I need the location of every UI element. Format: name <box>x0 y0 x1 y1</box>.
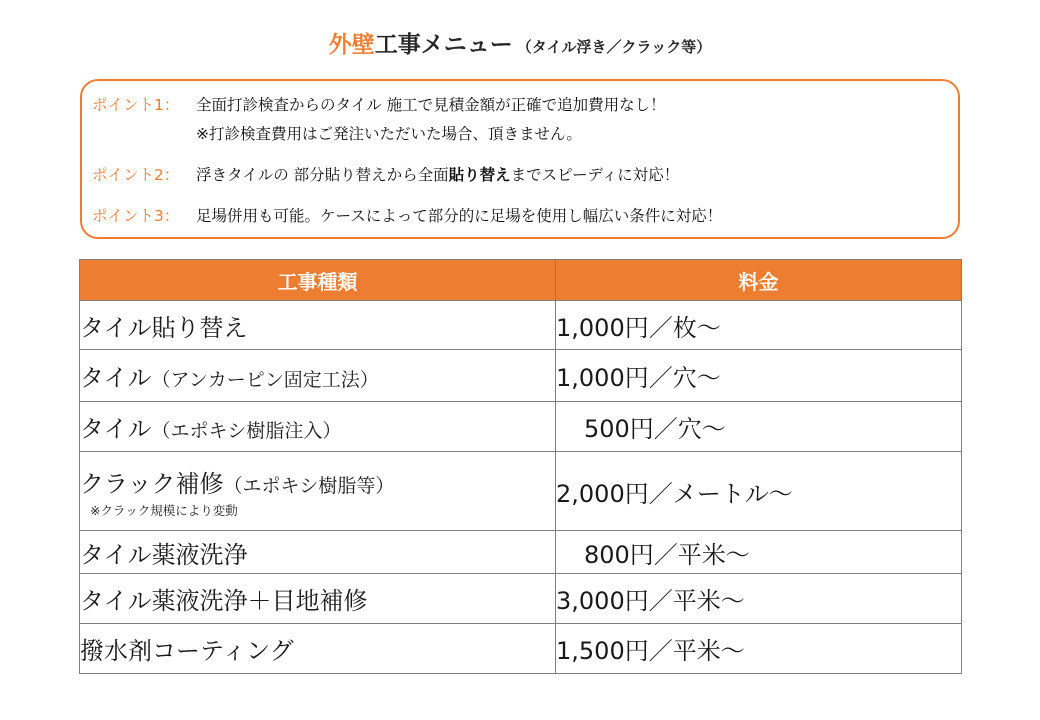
point-3 <box>92 204 722 226</box>
price-cell: 1,000円／穴～ <box>556 350 962 402</box>
title-subtitle: （タイル浮き／クラック等） <box>516 38 712 56</box>
point-3-label: ポイント3： <box>92 207 180 225</box>
header-work-type: 工事種類 <box>80 260 556 301</box>
point-2-text: 浮きタイルの 部分貼り替えから全面 <box>196 166 449 184</box>
work-name: タイル薬液洗浄＋目地補修 <box>80 587 368 615</box>
work-name: クラック補修 <box>80 469 224 498</box>
price-cell: 1,500円／平米～ <box>556 624 962 674</box>
work-name-note: ※クラック規模により変動 <box>90 502 238 518</box>
work-name-cell <box>80 301 556 350</box>
price-cell: 2,000円／メートル～ <box>556 452 962 531</box>
work-name: タイル <box>80 415 152 443</box>
point-2-text-end: までスピーディに対応！ <box>510 166 680 184</box>
table-row <box>80 402 962 452</box>
work-name-cell <box>80 574 556 624</box>
work-name-cell <box>80 624 556 674</box>
work-name: タイル <box>80 364 152 392</box>
work-name-detail: （アンカーピン固定工法） <box>151 369 379 391</box>
work-name-cell <box>80 531 556 574</box>
work-name-cell <box>80 402 556 452</box>
points-box <box>80 79 960 239</box>
table-row <box>80 350 962 402</box>
work-name: タイル薬液洗浄 <box>80 540 248 569</box>
work-name-detail: （エポキシ樹脂等） <box>223 474 395 497</box>
point-2-label: ポイント2： <box>92 166 180 184</box>
title-main: 工事メニュー <box>374 32 513 58</box>
title-accent: 外壁 <box>328 32 375 58</box>
point-1-text: 全面打診検査からのタイル 施工で見積金額が正確で追加費用なし！ <box>196 96 666 114</box>
price-cell: 800円／平米～ <box>556 531 962 574</box>
point-1 <box>92 93 666 115</box>
price-cell: 500円／穴～ <box>556 402 962 452</box>
work-name-detail: （エポキシ樹脂注入） <box>151 420 342 442</box>
price-cell: 1,000円／枚～ <box>556 301 962 350</box>
point-2-bold-text: 貼り替え <box>448 166 511 184</box>
header-price: 料金 <box>556 260 962 301</box>
work-name-cell <box>80 452 556 531</box>
table-row <box>80 574 962 624</box>
work-name-cell <box>80 350 556 402</box>
table-row <box>80 531 962 574</box>
table-row <box>80 452 962 531</box>
table-row <box>80 624 962 674</box>
point-2 <box>92 163 679 185</box>
work-name: 撥水剤コーティング <box>80 637 294 665</box>
point-1-label: ポイント1： <box>92 96 180 114</box>
price-cell: 3,000円／平米～ <box>556 574 962 624</box>
work-name: タイル貼り替え <box>80 313 248 342</box>
table-row <box>80 301 962 350</box>
point-3-text: 足場併用も可能。ケースによって部分的に足場を使用し幅広い条件に対応！ <box>196 207 723 225</box>
table-header-row <box>80 260 962 301</box>
point-note: ※打診検査費用はご発注いただいた場合、頂きません。 <box>196 125 582 143</box>
price-table <box>79 259 962 674</box>
page-title <box>0 26 1040 59</box>
